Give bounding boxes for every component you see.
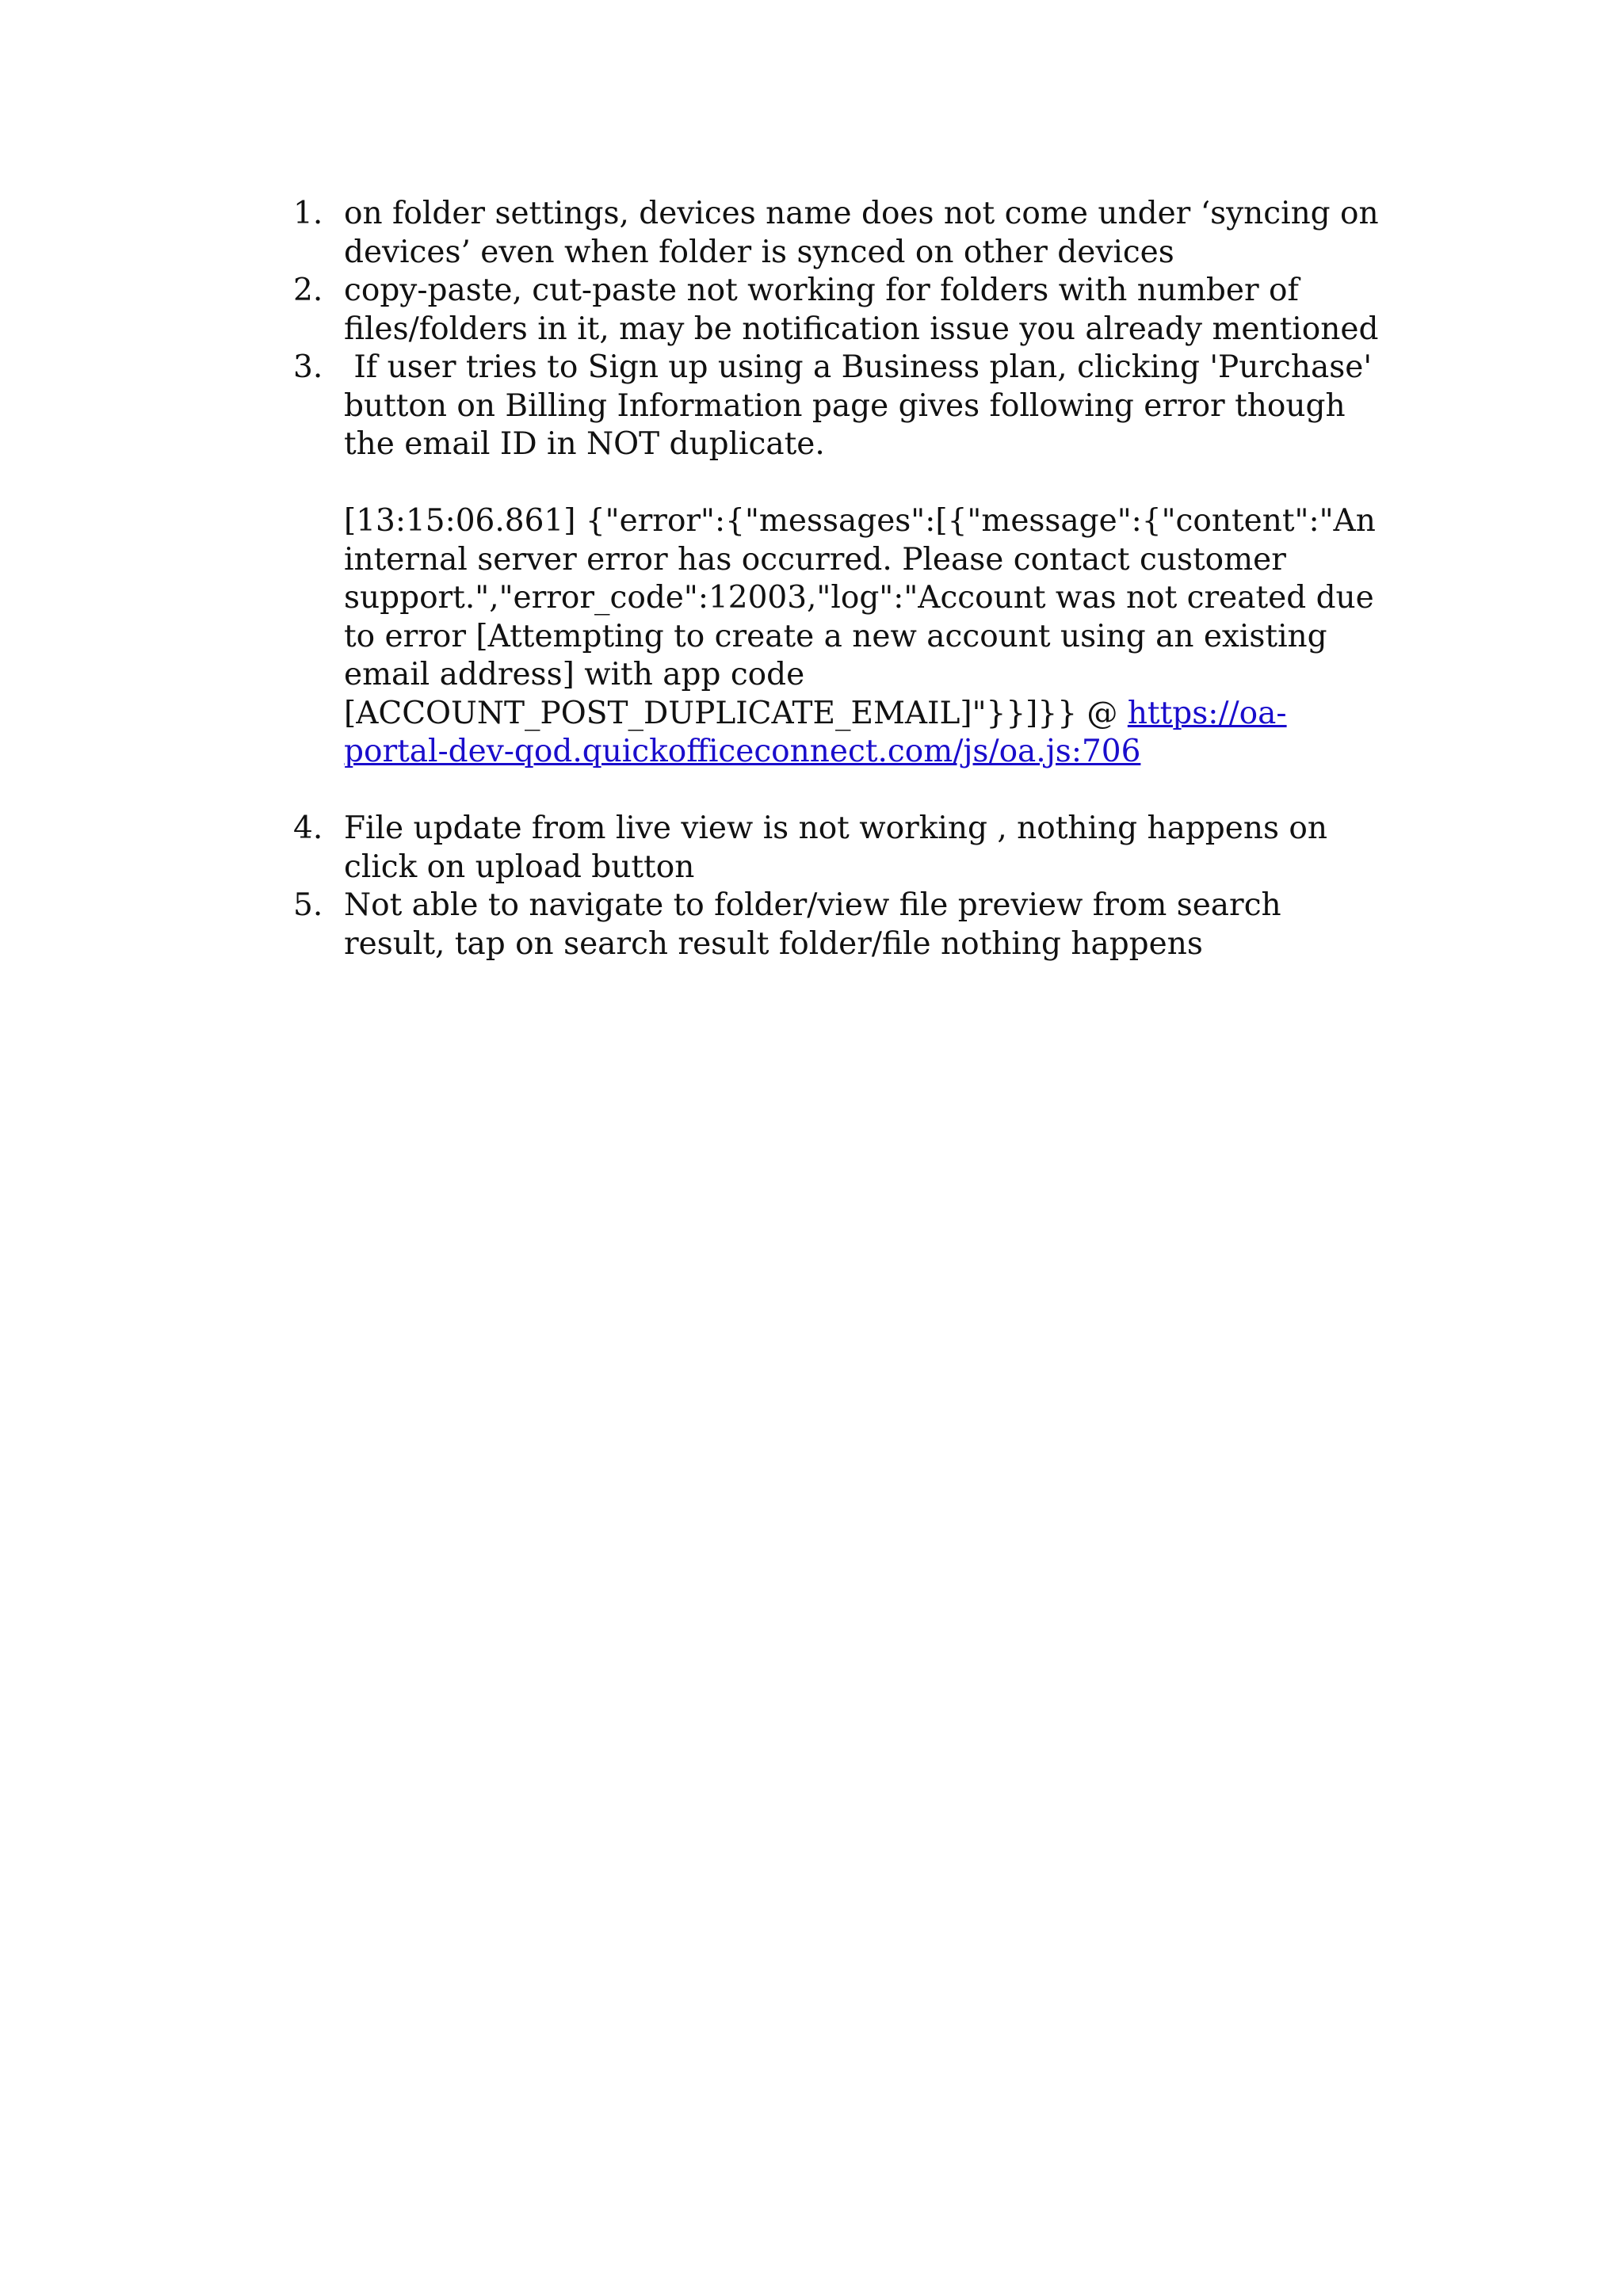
list-text-2: copy-paste, cut-paste not working for folders with number of files/folders in it, may be notification issue you already mentioned (344, 273, 1379, 347)
list-number-5: 5. (293, 887, 323, 923)
list-item-3 (293, 349, 1387, 772)
list-number-1: 1. (293, 196, 323, 231)
list-item-1 (293, 195, 1387, 272)
list-item-5 (293, 887, 1387, 963)
error-log-text: [13:15:06.861] {"error":{"messages":[{"message":{"content":"An internal server error has occurred. Please contact customer support.","error_code":12003,"log":"Account was not created due to error [Attempting to create a new account using an existing email address] with app code [ACCOUNT_POST_DUPLICATE_EMAIL]"}}]}} @ (344, 503, 1386, 731)
list-text-5: Not able to navigate to folder/view file preview from search result, tap on search result folder/file nothing happens (344, 887, 1281, 962)
list-text-3: If user tries to Sign up using a Business plan, clicking 'Purchase' button on Billing Information page gives following error though the email ID in NOT duplicate. (344, 349, 1382, 462)
list-number-3: 3. (293, 349, 323, 385)
list-item-2 (293, 272, 1387, 349)
list-text-1: on folder settings, devices name does not come under ‘syncing on devices’ even when folder is synced on other devices (344, 196, 1379, 270)
error-source-link[interactable]: https://oa-portal-dev-qod.quickofficeconnect.com/js/oa.js:706 (344, 695, 1287, 769)
list-item-4 (293, 810, 1387, 887)
list-number-2: 2. (293, 273, 323, 308)
list-text-4: File update from live view is not working , nothing happens on click on upload button (344, 810, 1327, 885)
issue-list (293, 195, 1387, 963)
error-log-block (344, 502, 1387, 772)
list-number-4: 4. (293, 810, 323, 846)
